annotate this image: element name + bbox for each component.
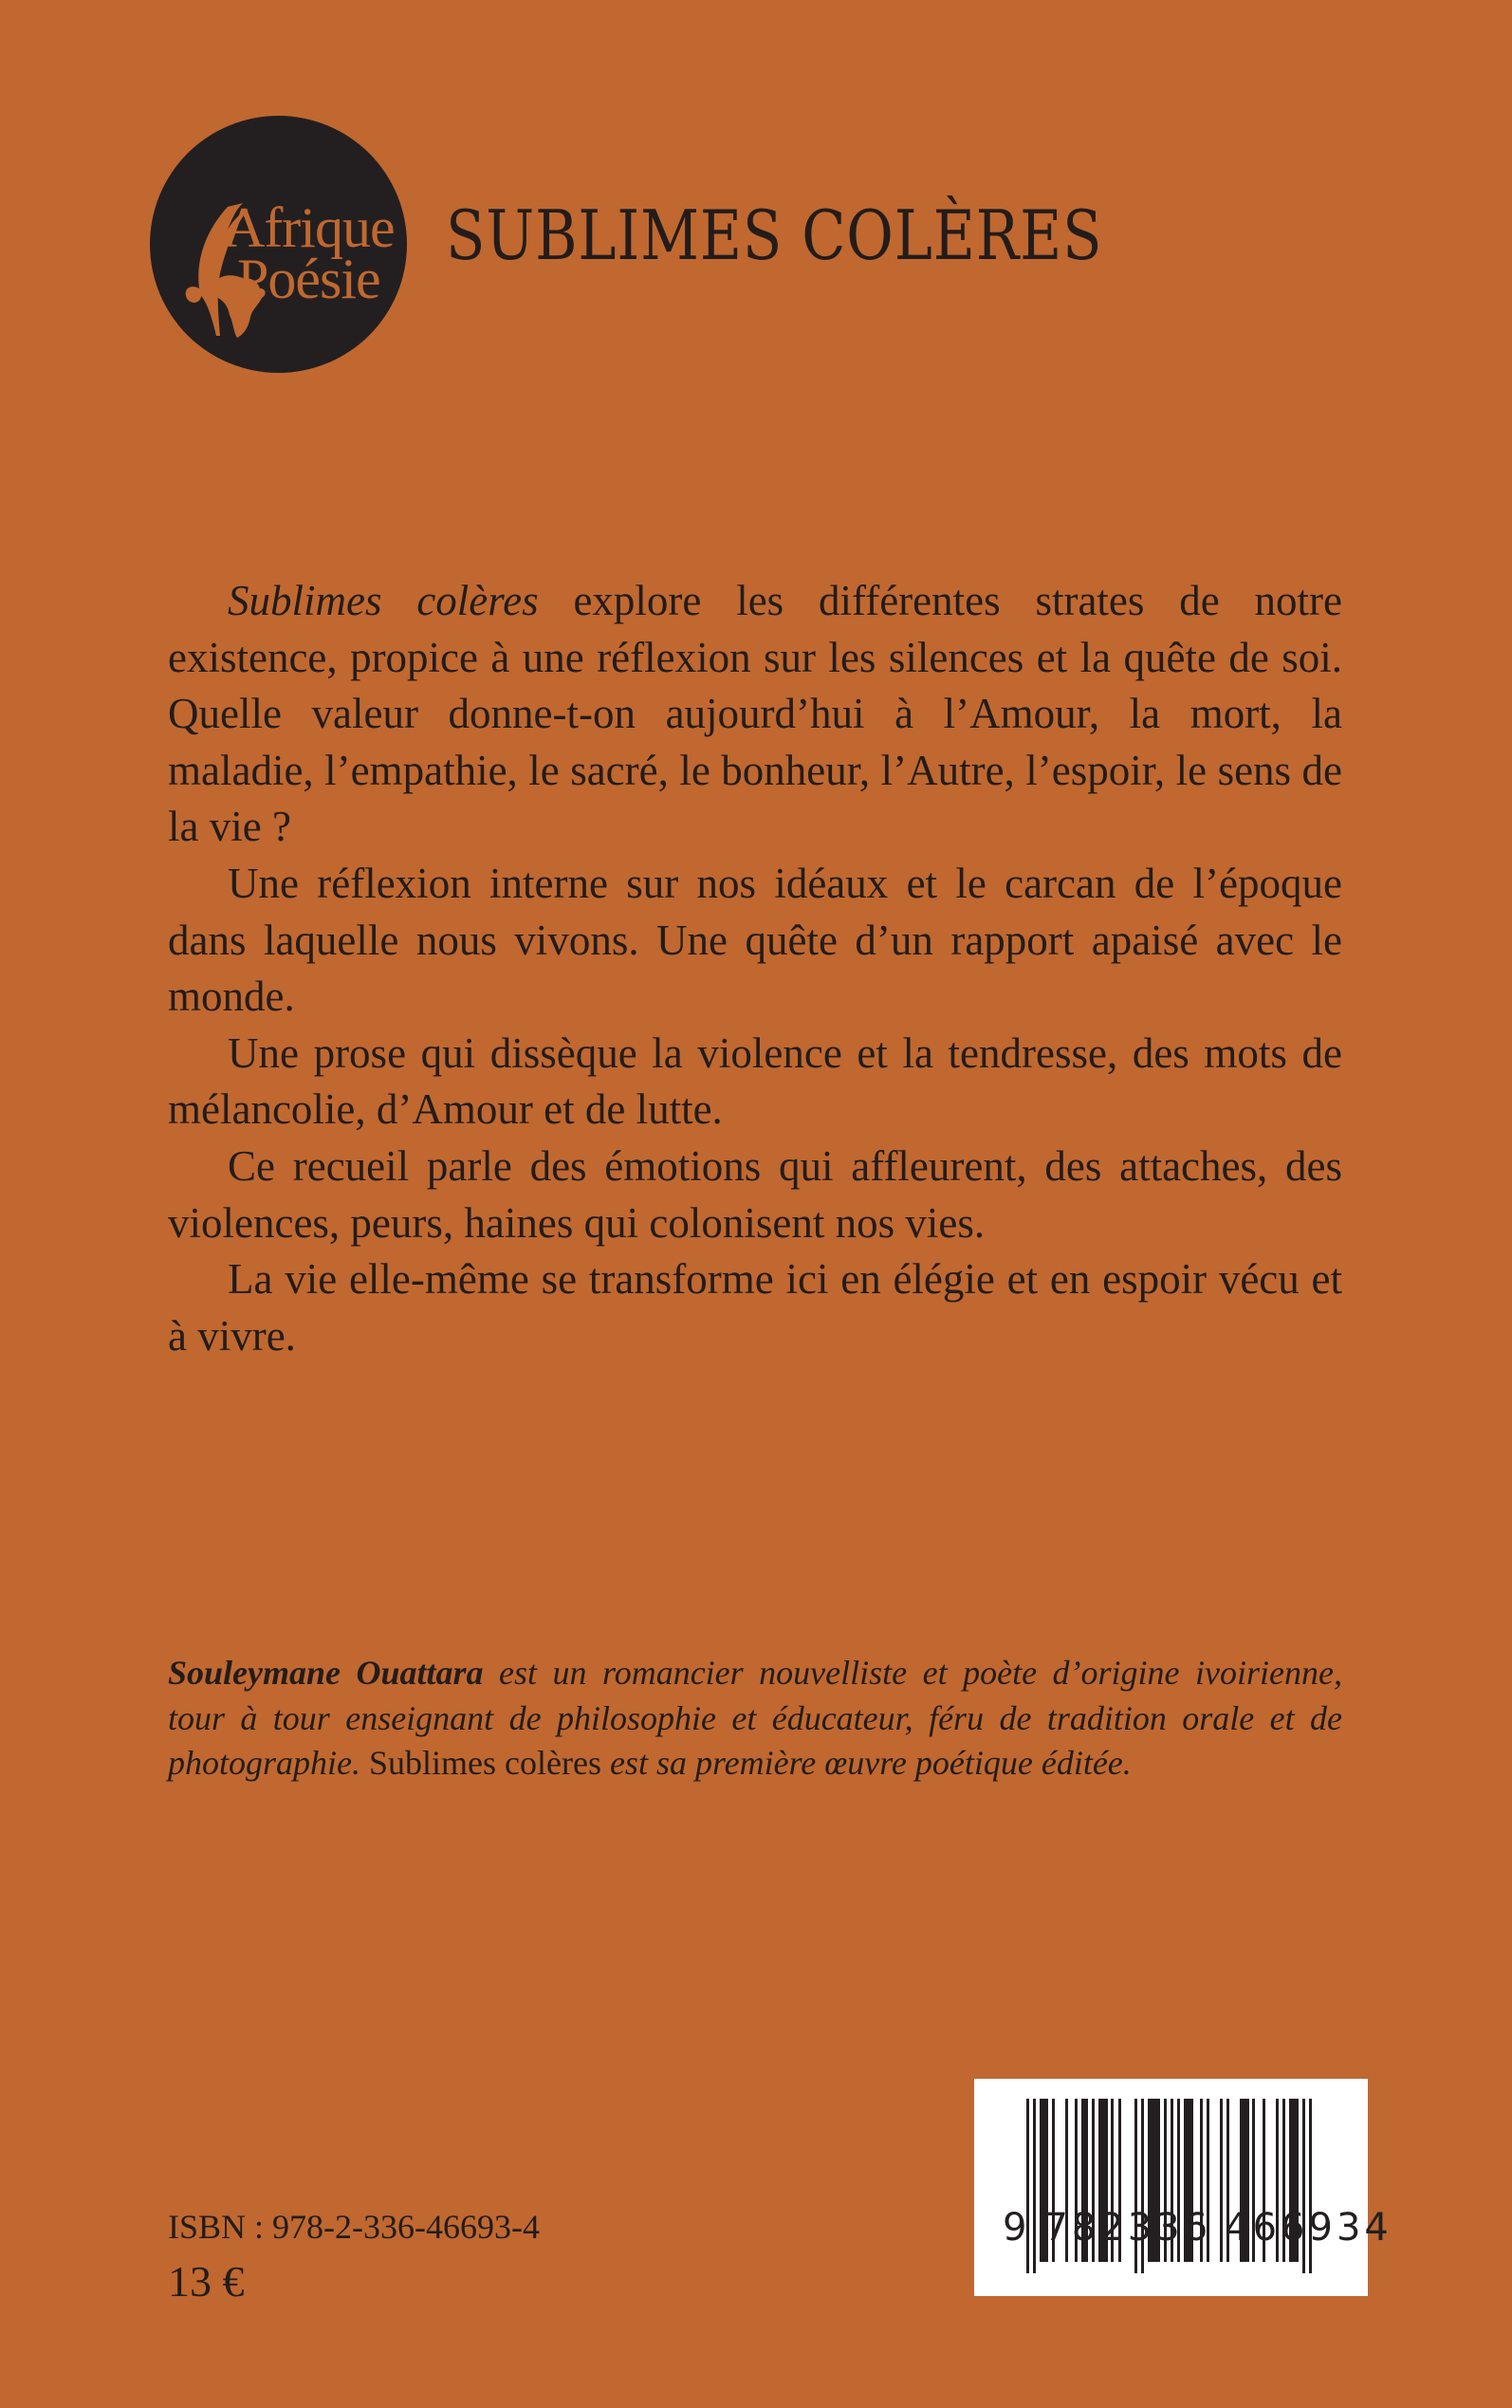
book-title-italic: Sublimes colères [228, 577, 539, 624]
blurb-paragraph: Ce recueil parle des émotions qui affleurent, des attaches, des violences, peurs, haines qui colonisent nos vies. [168, 1141, 1342, 1247]
barcode-digits-right: 466934 [1225, 2206, 1392, 2250]
author-bio [168, 1651, 1342, 1787]
barcode-digits-left: 782336 [1043, 2206, 1212, 2250]
book-title: SUBLIMES COLÈRES [446, 195, 1103, 275]
bio-text: est sa première œuvre poétique éditée. [600, 1744, 1132, 1782]
blurb-paragraph: La vie elle-même se transforme ici en élégie et en espoir vécu et à vivre. [168, 1255, 1342, 1360]
bio-book-title: Sublimes colères [360, 1744, 601, 1782]
author-name: Souleymane Ouattara [168, 1654, 484, 1692]
barcode [974, 2079, 1392, 2296]
price: 13 € [168, 2257, 245, 2306]
blurb-paragraph [168, 573, 1342, 856]
barcode-digit-lead: 9 [1003, 2206, 1031, 2250]
bio-text: est un romancier nouvelliste et poète d’origine ivoirienne, tour à tour enseignant de philosophie et éducateur, féru de tradition orale et de photographie. [168, 1654, 1342, 1782]
blurb-text: explore les différentes strates de notre existence, propice à une réflexion sur les silences et la quête de soi. Quelle valeur donne-t-on aujourd’hui à l’Amour, la mort, la maladie, l’empathie, le sacré, le bonheur, l’Autre, l’espoir, le sens de la vie ? [168, 577, 1343, 851]
barcode-bars-icon [974, 2079, 1368, 2296]
blurb-paragraph: Une réflexion interne sur nos idéaux et le carcan de l’époque dans laquelle nous vivons. Une quête d’un rapport apaisé avec le monde. [168, 859, 1342, 1021]
publisher-logo [150, 116, 407, 373]
blurb-paragraph: Une prose qui dissèque la violence et la tendresse, des mots de mélancolie, d’Amour et de lutte. [168, 1028, 1342, 1134]
logo-text-afrique: Afrique [224, 196, 395, 259]
logo-text-poesie: Poésie [237, 248, 380, 310]
blurb [168, 573, 1342, 1364]
isbn: ISBN : 978-2-336-46693-4 [168, 2208, 540, 2246]
barcode-digits [1003, 2206, 1392, 2250]
